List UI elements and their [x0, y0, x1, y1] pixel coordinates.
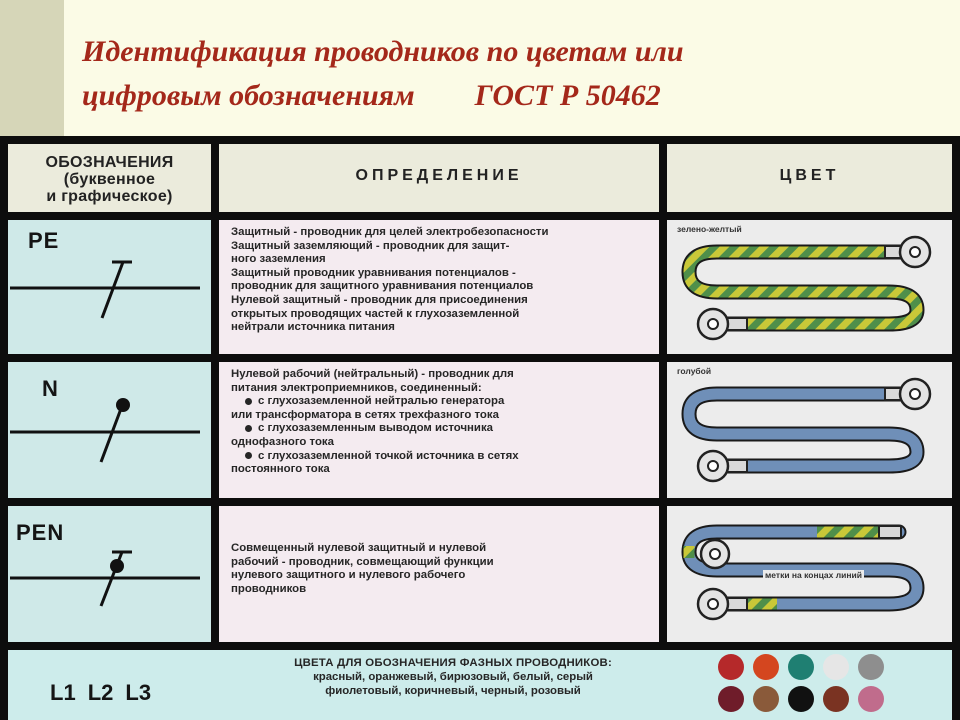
phase-color-swatch: [823, 686, 849, 712]
definition-cell-pen: [219, 506, 659, 642]
pen-line-4: проводников: [231, 582, 307, 595]
n-bullet-3: с глухозаземленной точкой источника в сетях: [258, 449, 519, 462]
pen-graphic-symbol: [8, 506, 211, 642]
phase-text-line-3: фиолетовый, коричневый, черный, розовый: [325, 685, 581, 697]
n-intro-1: Нулевой рабочий (нейтральный) - проводник для: [231, 368, 514, 380]
n-slash: [101, 406, 122, 462]
phase-color-swatch: [788, 654, 814, 680]
pe-graphic-symbol: [8, 220, 211, 354]
header-designations: [8, 144, 211, 212]
n-graphic-symbol: [8, 362, 211, 498]
phase-row: [8, 650, 952, 720]
title-line-2: цифровым обозначениям ГОСТ Р 50462: [82, 79, 661, 112]
header-designations-line-1: ОБОЗНАЧЕНИЯ: [45, 154, 174, 171]
phase-color-swatch: [858, 686, 884, 712]
definition-cell-pe: [219, 220, 659, 354]
phase-description: [233, 656, 673, 698]
phase-color-swatch: [753, 686, 779, 712]
pe-line-8: нейтрали источника питания: [231, 321, 395, 334]
phase-color-swatch: [858, 654, 884, 680]
color-cell-pen: [667, 506, 952, 642]
n-bullet-1: с глухозаземленной нейтралью генератора: [258, 395, 505, 408]
header-color: ЦВЕТ: [667, 144, 952, 212]
wire-n-illustration: [667, 362, 952, 498]
color-cell-n: [667, 362, 952, 498]
pen-lug-neck-top: [879, 526, 901, 538]
pe-line-7: открытых проводящих частей к глухозаземленной: [231, 307, 520, 320]
phase-color-swatch: [753, 654, 779, 680]
bullet-icon: [245, 398, 252, 405]
definition-pe: [219, 220, 659, 335]
n-bullet-1-cont: или трансформатора в сетях трехфазного тока: [231, 408, 499, 421]
phase-text-line-2: красный, оранжевый, бирюзовый, белый, серый: [313, 671, 593, 683]
pe-line-5: проводник для защитного уравнивания потенциалов: [231, 280, 534, 293]
pe-slash: [102, 262, 123, 318]
phase-color-swatch: [718, 686, 744, 712]
n-bullet-2: с глухозаземленным выводом источника: [258, 422, 493, 435]
color-cell-pe: [667, 220, 952, 354]
pe-line-6: Нулевой защитный - проводник для присоединения: [231, 293, 528, 306]
code-pe: PE: [28, 228, 60, 253]
pe-line-2: Защитный заземляющий - проводник для защит-: [231, 239, 510, 252]
n-dot: [116, 398, 130, 412]
phase-color-swatch: [823, 654, 849, 680]
n-bullet-2-cont: однофазного тока: [231, 435, 334, 448]
header-designations-line-3: и графическое): [46, 188, 173, 205]
phase-code-l2: L2: [87, 680, 114, 705]
pen-dot: [110, 559, 124, 573]
color-label-pe: зелено-желтый: [677, 224, 742, 234]
pe-line-4: Защитный проводник уравнивания потенциалов -: [231, 266, 516, 279]
phase-code-l3: L3: [125, 680, 152, 705]
pe-line-3: ного заземления: [231, 253, 326, 266]
bullet-icon: [245, 452, 252, 459]
bullet-icon: [245, 425, 252, 432]
title-line-1: Идентификация проводников по цветам или: [82, 35, 684, 68]
wire-pe-illustration: [667, 220, 952, 354]
pe-line-1: Защитный - проводник для целей электробезопасности: [231, 226, 549, 238]
code-pen: PEN: [16, 520, 65, 545]
slide-title: [82, 30, 952, 118]
pen-line-1: Совмещенный нулевой защитный и нулевой: [231, 542, 487, 554]
header-definition: ОПРЕДЕЛЕНИЕ: [219, 144, 659, 212]
code-n: N: [42, 376, 59, 401]
definition-cell-n: [219, 362, 659, 498]
n-bullet-3-cont: постоянного тока: [231, 463, 330, 476]
symbol-cell-n: [8, 362, 211, 498]
phase-color-swatch: [718, 654, 744, 680]
pen-line-2: рабочий - проводник, совмещающий функции: [231, 555, 494, 568]
phase-codes: [50, 680, 163, 706]
n-intro-2: питания электроприемников, соединенный:: [231, 381, 482, 394]
color-label-n: голубой: [677, 366, 712, 376]
symbol-cell-pen: [8, 506, 211, 642]
conductor-identification-poster: [0, 136, 960, 720]
header-designations-line-2: (буквенное: [63, 171, 156, 188]
phase-code-l1: L1: [50, 680, 76, 705]
pen-line-3: нулевого защитного и нулевого рабочего: [231, 569, 466, 582]
phase-color-swatch: [788, 686, 814, 712]
color-label-pen: метки на концах линий: [765, 570, 862, 580]
definition-n: [219, 362, 659, 477]
phase-text-line-1: ЦВЕТА ДЛЯ ОБОЗНАЧЕНИЯ ФАЗНЫХ ПРОВОДНИКОВ:: [294, 657, 612, 669]
definition-pen: [219, 506, 659, 596]
symbol-cell-pe: [8, 220, 211, 354]
